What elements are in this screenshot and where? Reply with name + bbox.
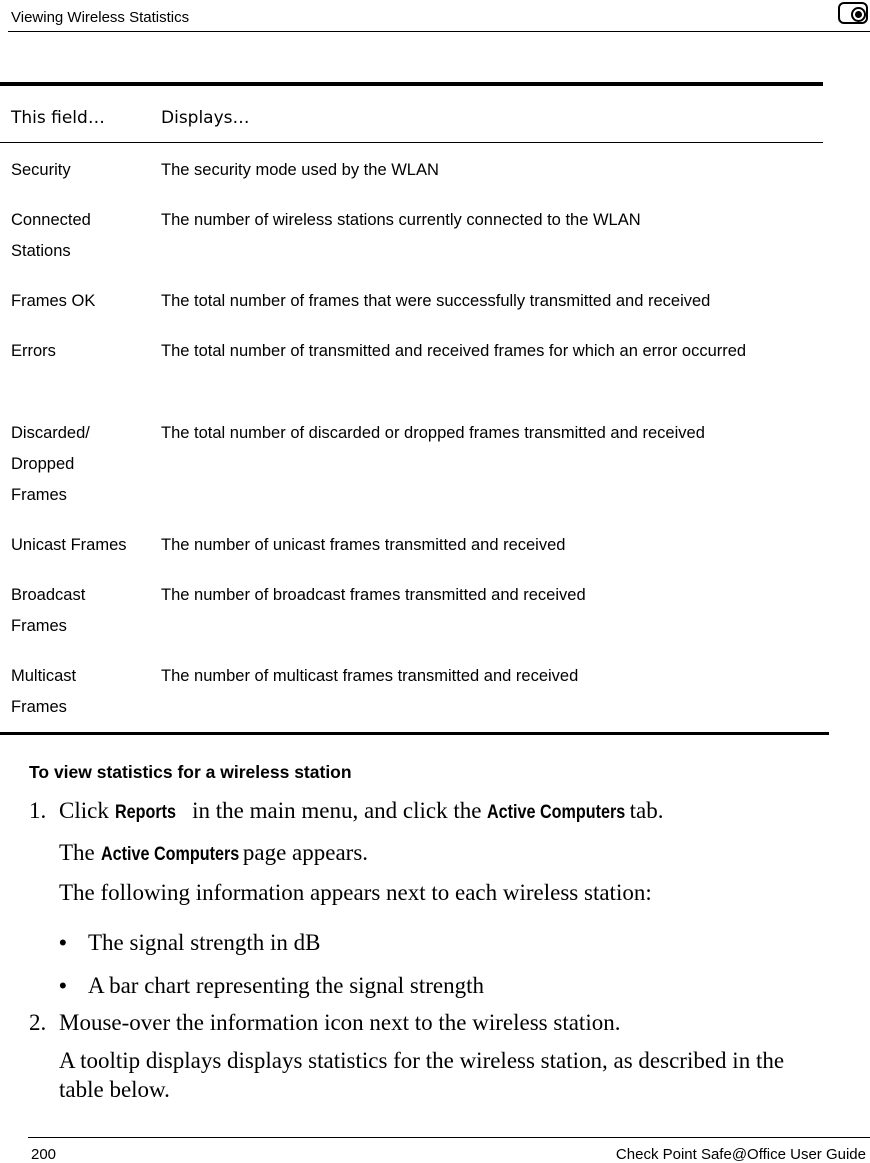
- description-multicast-frames: The number of multicast frames transmitted and received: [161, 667, 579, 685]
- bullet-icon: •: [59, 930, 67, 955]
- header-title: Viewing Wireless Statistics: [11, 9, 190, 26]
- list-item: The signal strength in dB: [88, 930, 321, 955]
- field-frames-ok: Frames OK: [11, 292, 96, 310]
- field-multicast-frames: Multicast Frames: [11, 667, 77, 716]
- table-header-rule: [0, 142, 823, 143]
- list-item: A bar chart representing the signal strength: [88, 973, 484, 998]
- field-security: Security: [11, 161, 71, 179]
- procedure-title: To view statistics for a wireless station: [29, 762, 352, 782]
- step-1-result: The Active Computers page appears.: [59, 839, 368, 869]
- step-2-result-line-2: table below.: [59, 1077, 170, 1102]
- field-unicast-frames: Unicast Frames: [11, 536, 127, 554]
- page-number: 200: [31, 1146, 57, 1163]
- table-header-field: This field…: [11, 108, 105, 128]
- field-errors: Errors: [11, 342, 56, 360]
- field-discarded-dropped-frames: Discarded/ Dropped Frames: [11, 424, 90, 504]
- active-computers-page-label: Active Computers: [100, 844, 239, 865]
- description-broadcast-frames: The number of broadcast frames transmitted and received: [161, 586, 586, 604]
- table-header-displays: Displays…: [161, 108, 250, 128]
- check-point-logo-icon: [838, 2, 868, 24]
- guide-title: Check Point Safe@Office User Guide: [615, 1146, 866, 1163]
- description-errors: The total number of transmitted and received frames for which an error occurred: [161, 342, 747, 360]
- step-number: 1.: [29, 798, 47, 823]
- step-number: 2.: [29, 1010, 47, 1035]
- description-discarded-dropped-frames: The total number of discarded or dropped frames transmitted and received: [161, 424, 705, 442]
- description-unicast-frames: The number of unicast frames transmitted and received: [161, 536, 566, 554]
- step-2-result-line-1: A tooltip displays displays statistics for the wireless station, as described in the: [59, 1048, 785, 1073]
- step-1-info: The following information appears next to each wireless station:: [59, 880, 652, 905]
- reports-menu-label: Reports: [114, 802, 176, 823]
- page-header: [8, 0, 870, 32]
- active-computers-tab-label: Active Computers: [487, 802, 626, 823]
- table-bottom-rule: [0, 732, 829, 735]
- description-frames-ok: The total number of frames that were successfully transmitted and received: [161, 292, 711, 310]
- step-2-text: Mouse-over the information icon next to the wireless station.: [59, 1010, 621, 1035]
- footer-rule: [28, 1137, 870, 1138]
- table-top-rule: [0, 82, 823, 86]
- step-1-text: Click Reports in the main menu, and click the Active Computers tab.: [59, 797, 663, 827]
- description-connected-stations: The number of wireless stations currently connected to the WLAN: [161, 211, 641, 229]
- field-connected-stations: Connected Stations: [11, 211, 91, 260]
- bullet-icon: •: [59, 973, 67, 998]
- field-broadcast-frames: Broadcast Frames: [11, 586, 86, 635]
- description-security: The security mode used by the WLAN: [161, 161, 439, 179]
